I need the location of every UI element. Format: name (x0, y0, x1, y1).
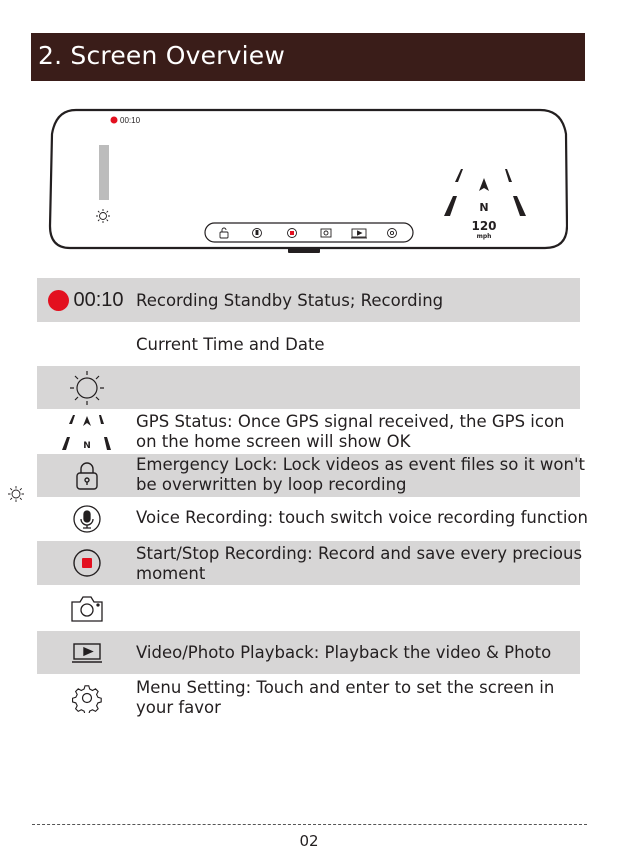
gps-compass: N (83, 441, 91, 451)
row-text: Recording Standby Status; Recording (136, 291, 444, 310)
row-brightness (37, 366, 580, 409)
rec-indicator (41, 278, 131, 322)
brightness-sun-icon (37, 366, 137, 409)
device-compass: N (479, 201, 489, 214)
brightness-slider (99, 145, 109, 200)
device-speed: 120 (471, 219, 497, 233)
row-text-line2: on the home screen will show OK (136, 432, 411, 451)
gps-lanes-icon (37, 411, 137, 453)
row-gps-status (37, 411, 580, 453)
row-voice-recording (37, 498, 588, 540)
device-speed-unit: mph (476, 233, 492, 240)
row-menu-setting (37, 676, 580, 720)
device-button-bar (205, 223, 413, 242)
row-text-line1: Emergency Lock: Lock videos as event files so it won't (136, 455, 585, 474)
lock-icon (37, 454, 137, 497)
row-text-line1: GPS Status: Once GPS signal received, the GPS icon (136, 412, 565, 431)
row-playback (37, 631, 580, 674)
page-title: 2. Screen Overview (38, 41, 285, 70)
row-text-line1: Menu Setting: Touch and enter to set the screen in (136, 678, 555, 697)
rec-time-label: 00:10 (73, 288, 124, 311)
settings-gear-icon (37, 676, 137, 720)
page-number: 02 (299, 832, 319, 850)
record-stop-icon (37, 541, 137, 585)
row-text-line1: Start/Stop Recording: Record and save every precious (136, 544, 583, 563)
row-text: Current Time and Date (136, 335, 325, 354)
camera-icon (37, 587, 137, 629)
row-text-line2: be overwritten by loop recording (136, 475, 407, 494)
footer-divider (32, 824, 587, 825)
mic-icon (37, 498, 137, 540)
side-sun-icon (6, 484, 26, 504)
device-rec-time: 00:10 (120, 116, 141, 125)
row-text-line2: moment (136, 564, 206, 583)
row-text-line2: your favor (136, 698, 221, 717)
rec-dot-icon (111, 117, 118, 124)
rec-dot-icon (48, 290, 69, 311)
row-start-stop (37, 541, 583, 585)
row-text: Voice Recording: touch switch voice recording function (136, 508, 588, 527)
playback-icon (37, 631, 137, 674)
mirror-screen-illustration (48, 108, 568, 256)
row-emergency-lock (37, 454, 585, 497)
row-camera (37, 587, 580, 629)
row-time-date (37, 325, 580, 365)
row-text: Video/Photo Playback: Playback the video & Photo (136, 643, 552, 662)
row-recording-status (37, 278, 580, 322)
section-header (31, 33, 585, 81)
